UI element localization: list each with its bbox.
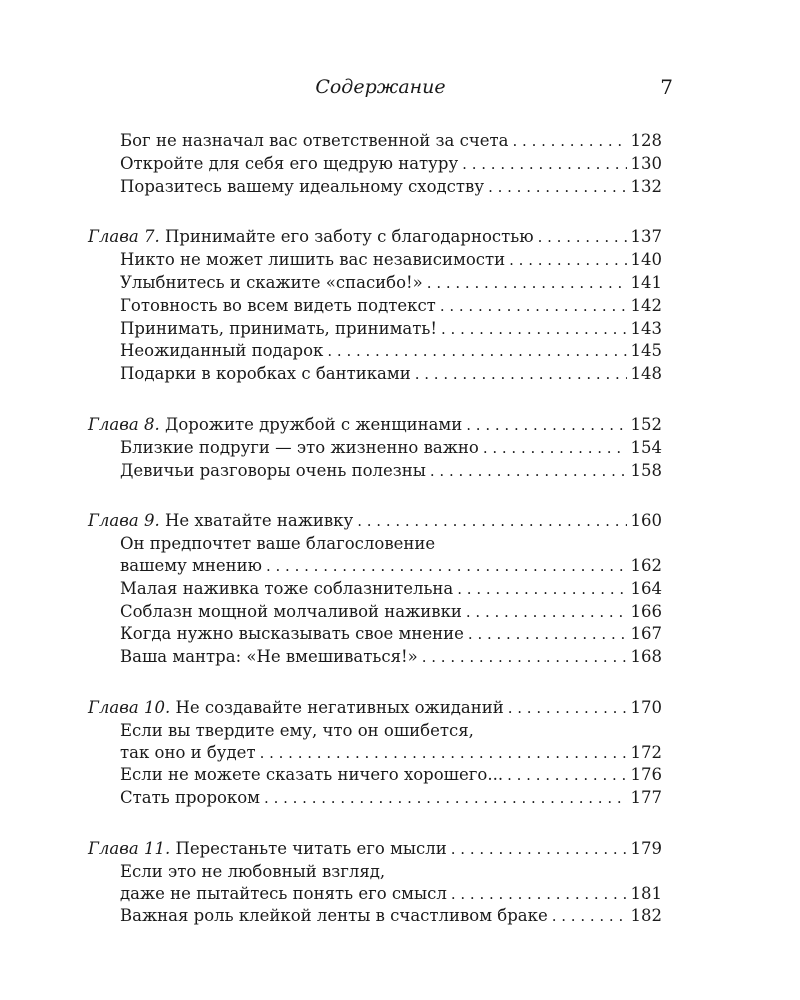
entry-title-continued: так оно и будет <box>120 742 256 762</box>
entry-title: Бог не назначал вас ответственной за счета <box>120 131 509 150</box>
toc-chapter-group <box>88 838 662 928</box>
chapter-title-wrap <box>88 226 534 248</box>
chapter-title-wrap <box>88 414 462 436</box>
chapter-page-number: 160 <box>630 511 662 531</box>
entry-title: Ваша мантра: «Не вмешиваться!» <box>120 647 418 667</box>
entry-title-continued: даже не пытайтесь понять его смысл <box>120 883 447 903</box>
toc-entry-continuation[interactable] <box>88 555 662 578</box>
entry-title: Важная роль клейкой ленты в счастливом браке <box>120 906 548 926</box>
dot-leader <box>427 273 627 295</box>
dot-leader <box>462 154 626 176</box>
dot-leader <box>457 579 626 601</box>
entry-title: Если не можете сказать ничего хорошего... <box>120 765 504 785</box>
entry-title: Близкие подруги — это жизненно важно <box>120 437 479 457</box>
dot-leader <box>507 765 626 787</box>
running-head-title: Содержание <box>315 76 446 98</box>
dot-leader <box>266 556 627 578</box>
entry-page-number: 162 <box>630 555 662 575</box>
entry-page-number: 181 <box>630 883 662 903</box>
chapter-title-wrap <box>88 697 504 719</box>
toc-chapter-group <box>88 130 662 198</box>
dot-leader <box>552 906 627 928</box>
chapter-title-wrap <box>88 510 353 532</box>
entry-page-number: 154 <box>630 437 662 457</box>
toc-entry[interactable] <box>88 272 662 295</box>
entry-page-number: 176 <box>630 765 662 785</box>
dot-leader <box>260 743 627 765</box>
entry-page-number: 167 <box>630 624 662 644</box>
entry-page-number: 130 <box>630 153 662 173</box>
chapter-title: Не создавайте негативных ожиданий <box>175 697 504 717</box>
chapter-page-number: 152 <box>630 414 662 434</box>
chapter-heading[interactable] <box>88 697 662 720</box>
dot-leader <box>451 839 627 861</box>
chapter-label: Глава 10. <box>88 697 171 717</box>
entry-page-number: 145 <box>630 341 662 361</box>
entry-title: Улыбнитесь и скажите «спасибо!» <box>120 272 423 292</box>
dot-leader <box>508 698 627 720</box>
chapter-page-number: 170 <box>630 697 662 717</box>
toc-entry[interactable] <box>88 130 662 153</box>
chapter-page-number: 179 <box>630 838 662 858</box>
toc-entry-continuation[interactable] <box>88 883 662 906</box>
toc-entry[interactable] <box>88 623 662 646</box>
toc-entry[interactable] <box>88 787 662 810</box>
chapter-page-number: 137 <box>630 227 662 247</box>
chapter-heading[interactable] <box>88 414 662 437</box>
toc-entry-line[interactable] <box>88 720 662 742</box>
chapter-label: Глава 7. <box>88 227 160 247</box>
entry-page-number: 177 <box>630 788 662 808</box>
entry-page-number: 172 <box>630 742 662 762</box>
toc-entry[interactable] <box>88 764 662 787</box>
toc-chapter-group <box>88 697 662 810</box>
chapter-heading[interactable] <box>88 510 662 533</box>
entry-title: Поразитесь вашему идеальному сходству <box>120 176 485 196</box>
toc-chapter-group <box>88 226 662 386</box>
entry-title: Малая наживка тоже соблазнительна <box>120 578 454 598</box>
dot-leader <box>451 884 627 906</box>
dot-leader <box>264 788 626 810</box>
entry-title: Откройте для себя его щедрую натуру <box>120 153 459 173</box>
entry-title: Он предпочтет ваше благословение <box>120 534 436 554</box>
entry-title: Неожиданный подарок <box>120 341 324 361</box>
entry-title: Никто не может лишить вас независимости <box>120 250 506 270</box>
entry-title: Стать пророком <box>120 788 261 808</box>
entry-page-number: 140 <box>630 250 662 270</box>
toc-entry-continuation[interactable] <box>88 742 662 765</box>
entry-page-number: 164 <box>630 578 662 598</box>
dot-leader <box>468 624 627 646</box>
toc-entry-line[interactable] <box>88 533 662 555</box>
dot-leader <box>327 341 626 363</box>
chapter-title: Перестаньте читать его мысли <box>175 838 447 858</box>
entry-page-number: 148 <box>630 364 662 384</box>
entry-title: Соблазн мощной молчаливой наживки <box>120 601 462 621</box>
toc-entry[interactable] <box>88 578 662 601</box>
toc-entry[interactable] <box>88 153 662 176</box>
toc-entry[interactable] <box>88 340 662 363</box>
entry-page-number: 182 <box>630 906 662 926</box>
chapter-title: Не хватайте наживку <box>164 511 354 531</box>
toc-entry[interactable] <box>88 176 662 199</box>
toc-chapter-group <box>88 510 662 669</box>
entry-title-continued: вашему мнению <box>120 555 262 575</box>
dot-leader <box>513 131 627 153</box>
entry-title: Если вы твердите ему, что он ошибется, <box>120 720 474 740</box>
toc-entry[interactable] <box>88 249 662 272</box>
entry-page-number: 128 <box>630 131 662 150</box>
dot-leader <box>538 227 627 249</box>
toc-entry[interactable] <box>88 363 662 386</box>
toc-entry[interactable] <box>88 295 662 318</box>
chapter-label: Глава 9. <box>88 511 160 531</box>
entry-page-number: 168 <box>630 647 662 667</box>
dot-leader <box>415 364 627 386</box>
entry-page-number: 158 <box>630 460 662 480</box>
dot-leader <box>357 511 626 533</box>
table-of-contents <box>88 130 662 956</box>
chapter-title: Принимайте его заботу с благодарностью <box>164 227 534 247</box>
chapter-heading[interactable] <box>88 838 662 861</box>
page-number: 7 <box>660 75 673 99</box>
entry-title: Когда нужно высказывать свое мнение <box>120 624 464 644</box>
toc-entry[interactable] <box>88 460 662 483</box>
dot-leader <box>440 296 627 318</box>
dot-leader <box>466 602 627 624</box>
chapter-label: Глава 8. <box>88 414 160 434</box>
chapter-title-wrap <box>88 838 447 860</box>
entry-title: Если это не любовный взгляд, <box>120 861 386 881</box>
dot-leader <box>441 319 626 341</box>
dot-leader <box>488 177 626 199</box>
entry-page-number: 141 <box>630 272 662 292</box>
dot-leader <box>466 415 626 437</box>
toc-entry[interactable] <box>88 318 662 341</box>
entry-page-number: 142 <box>630 295 662 315</box>
entry-title: Девичьи разговоры очень полезны <box>120 460 426 480</box>
entry-page-number: 143 <box>630 318 662 338</box>
toc-entry[interactable] <box>88 905 662 928</box>
chapter-heading[interactable] <box>88 226 662 249</box>
toc-entry[interactable] <box>88 437 662 460</box>
chapter-title: Дорожите дружбой с женщинами <box>164 414 463 434</box>
toc-entry[interactable] <box>88 646 662 669</box>
entry-page-number: 166 <box>630 601 662 621</box>
dot-leader <box>483 438 627 460</box>
toc-entry[interactable] <box>88 601 662 624</box>
entry-page-number: 132 <box>630 176 662 196</box>
chapter-label: Глава 11. <box>88 838 171 858</box>
running-head <box>88 74 673 100</box>
dot-leader <box>430 461 627 483</box>
entry-title: Готовность во всем видеть подтекст <box>120 295 436 315</box>
dot-leader <box>422 647 627 669</box>
toc-entry-line[interactable] <box>88 861 662 883</box>
entry-title: Подарки в коробках с бантиками <box>120 364 411 384</box>
entry-title: Принимать, принимать, принимать! <box>120 318 438 338</box>
dot-leader <box>509 250 626 272</box>
toc-chapter-group <box>88 414 662 482</box>
